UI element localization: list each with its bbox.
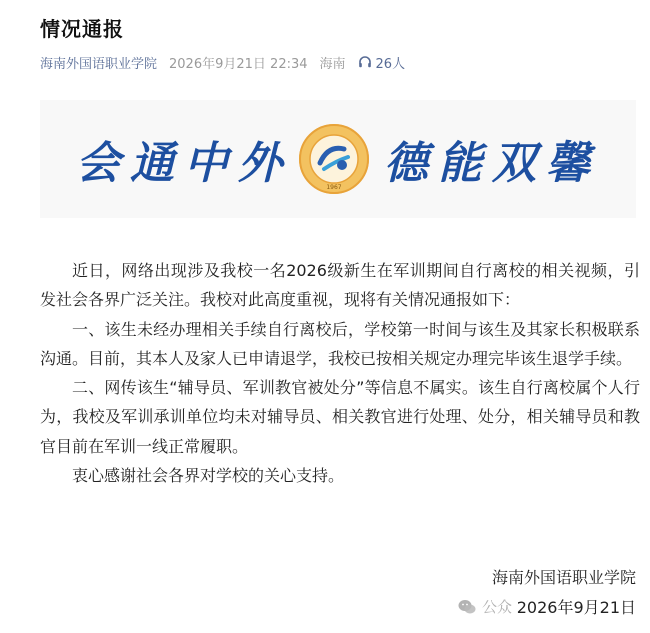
banner-image (40, 100, 636, 218)
signature-date: 2026年9月21日 (516, 598, 636, 617)
article-body (40, 256, 640, 490)
wechat-icon (458, 599, 476, 615)
signature-org: 海南外国语职业学院 (491, 568, 636, 587)
article-paragraph: 二、网传该生“辅导员、军训教官被处分”等信息不属实。该生自行离校属个人行为，我校及军训承训单位均未对辅导员、相关教官进行处理、处分，相关辅导员和教官目前在军训一线正常履职。 (40, 378, 640, 456)
page-title: 情况通报 (40, 17, 124, 41)
article-meta (40, 52, 405, 72)
article-paragraph: 一、该生未经办理相关手续自行离校后，学校第一时间与该生及其家长积极联系沟通。目前，其本人及家人已申请退学，我校已按相关规定办理完毕该生退学手续。 (40, 319, 640, 368)
headphones-icon (358, 55, 372, 69)
school-emblem (298, 123, 370, 195)
emblem-year: 1967 (326, 184, 342, 191)
banner-slogan-right: 德能双馨 (384, 138, 600, 189)
publish-time: 2026年9月21日 22:34 (169, 56, 308, 72)
banner-slogan-left: 会通中外 (76, 138, 292, 189)
article-paragraph: 近日，网络出现涉及我校一名2026级新生在军训期间自行离校的相关视频，引发社会各界广泛关注。我校对此高度重视，现将有关情况通报如下： (40, 261, 640, 310)
watermark-text: 公众 (482, 598, 513, 616)
listen-count: 26人 (375, 56, 406, 72)
article-paragraph: 衷心感谢社会各界对学校的关心支持。 (72, 466, 345, 486)
wechat-watermark (458, 596, 512, 617)
region-label: 海南 (319, 56, 346, 72)
account-name-link[interactable]: 海南外国语职业学院 (40, 56, 158, 72)
listen-count-button[interactable] (358, 53, 406, 72)
